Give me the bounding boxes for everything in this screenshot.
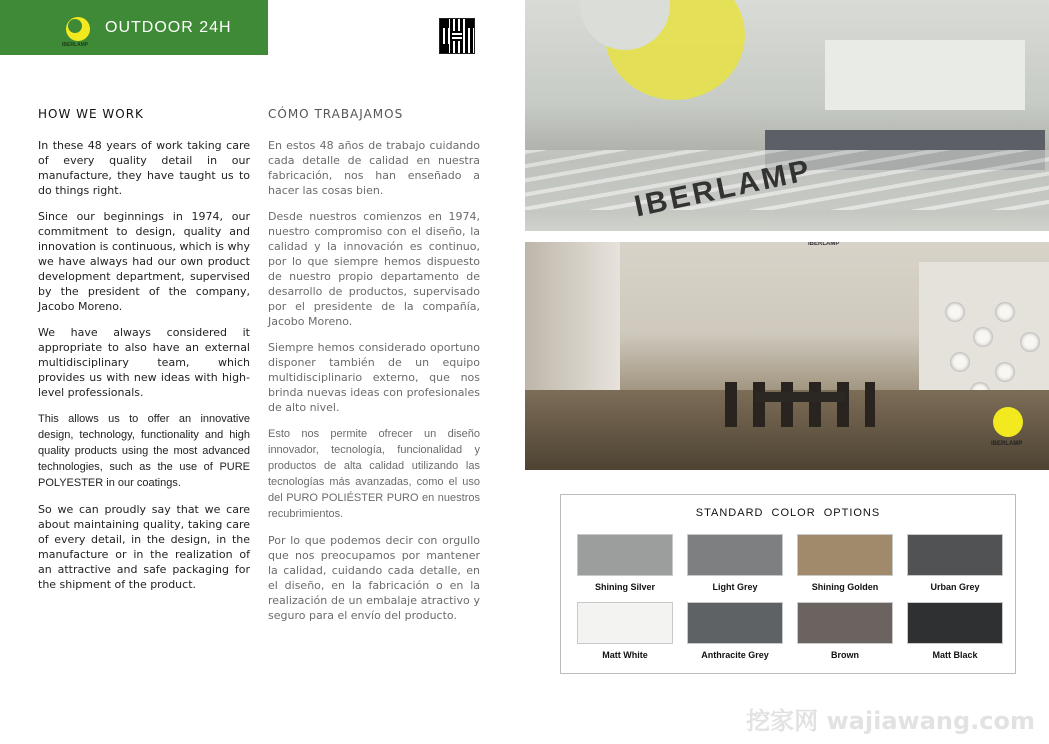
color-chip	[797, 534, 893, 576]
color-options-panel	[560, 494, 1016, 674]
office-sign-text: IBERLAMP	[631, 153, 816, 224]
english-paragraph: In these 48 years of work taking care of every quality detail in our manufacture, they have taught us to do things right.	[38, 139, 250, 197]
spanish-paragraph	[268, 426, 480, 522]
showroom-sign-text: IBERLAMP	[808, 242, 840, 247]
color-swatch[interactable]	[687, 534, 783, 594]
spanish-p4-before: Esto nos permite ofrecer un diseño innovador, tecnología, funcionalidad y productos de alta calidad utilizando las tecnologías más avanzadas, como el uso del	[268, 428, 480, 504]
color-label: Light Grey	[712, 582, 758, 592]
spanish-p4-after: en nuestros recubrimientos.	[268, 492, 480, 520]
color-chip	[577, 534, 673, 576]
color-label: Shining Golden	[811, 582, 879, 592]
color-swatch[interactable]	[577, 602, 673, 662]
color-label: Urban Grey	[930, 582, 980, 592]
spanish-paragraph: Siempre hemos considerado oportuno disponer también de un equipo multidisciplinario externo, que nos brinda nuevas ideas con profesionales de alto nivel.	[268, 341, 480, 414]
color-chip	[797, 602, 893, 644]
qr-code-icon[interactable]	[440, 19, 474, 53]
color-options-title: STANDARD COLOR OPTIONS	[695, 507, 881, 519]
spanish-p4-highlight: PURO POLIÉSTER PURO	[286, 492, 419, 504]
english-heading: HOW WE WORK	[38, 107, 144, 121]
english-column	[38, 107, 250, 603]
spanish-paragraph: Por lo que podemos decir con orgullo que nos preocupamos por mantener la calidad, cuidando cada detalle, en el diseño, en la fabricación o en la realización de un embalaje atractivo y seguro para el envío del producto.	[268, 534, 480, 622]
color-swatch[interactable]	[797, 602, 893, 662]
spanish-heading: CÓMO TRABAJAMOS	[268, 107, 404, 121]
color-swatch[interactable]	[797, 534, 893, 594]
english-paragraph: We have always considered it appropriate to also have an external multidisciplinary team, which provides us with new ideas with high-level professionals.	[38, 326, 250, 399]
color-swatch[interactable]	[907, 534, 1003, 594]
iberlamp-logo-icon	[993, 407, 1023, 437]
color-swatch[interactable]	[907, 602, 1003, 662]
english-p4-highlight: PURE POLYESTER	[38, 461, 250, 489]
color-chip	[687, 534, 783, 576]
english-paragraph: Since our beginnings in 1974, our commitment to design, quality and innovation is continuous, which is why we have always had our own product development department, supervised by the president of the company, Jacobo Moreno.	[38, 210, 250, 313]
showroom-logo-text: IBERLAMP	[991, 441, 1023, 447]
color-label: Matt White	[602, 650, 648, 660]
spanish-paragraph: En estos 48 años de trabajo cuidando cada detalle de calidad en nuestra fabricación, nos han enseñado a hacer las cosas bien.	[268, 139, 480, 197]
color-label: Shining Silver	[594, 582, 655, 592]
color-chip	[577, 602, 673, 644]
header-bar	[0, 0, 268, 55]
english-p4-before: This allows us to offer an innovative design, technology, functionality and high quality products using the most advanced technologies, such as the use of	[38, 413, 250, 473]
color-chip	[907, 602, 1003, 644]
spanish-paragraph: Desde nuestros comienzos en 1974, nuestro compromiso con el diseño, la calidad y la innovación es continuo, por lo que siempre hemos dispuesto de nuestro propio departamento de desarrollo de productos, supervisado por el presidente de la compañía, Jacobo Moreno.	[268, 210, 480, 328]
page-title: OUTDOOR 24H	[105, 19, 232, 36]
showroom-photo	[525, 242, 1049, 470]
logo-text: IBERLAMP	[62, 42, 89, 48]
color-label: Matt Black	[932, 650, 978, 660]
english-paragraph	[38, 411, 250, 491]
english-paragraph: So we can proudly say that we care about maintaining quality, taking care of every detail, in the design, in the manufacture or in the realization of an attractive and safe packaging for the shipment of the product.	[38, 503, 250, 591]
color-label: Brown	[831, 650, 859, 660]
color-label: Anthracite Grey	[701, 650, 769, 660]
color-chip	[907, 534, 1003, 576]
iberlamp-logo-icon	[66, 17, 90, 41]
color-chip	[687, 602, 783, 644]
watermark: 挖家网 wajiawang.com	[746, 707, 1035, 735]
color-swatch[interactable]	[577, 534, 673, 594]
office-photo	[525, 0, 1049, 231]
spanish-column	[268, 107, 480, 634]
color-swatch[interactable]	[687, 602, 783, 662]
english-p4-after: in our coatings.	[103, 477, 181, 489]
swatch-grid	[577, 534, 1007, 662]
